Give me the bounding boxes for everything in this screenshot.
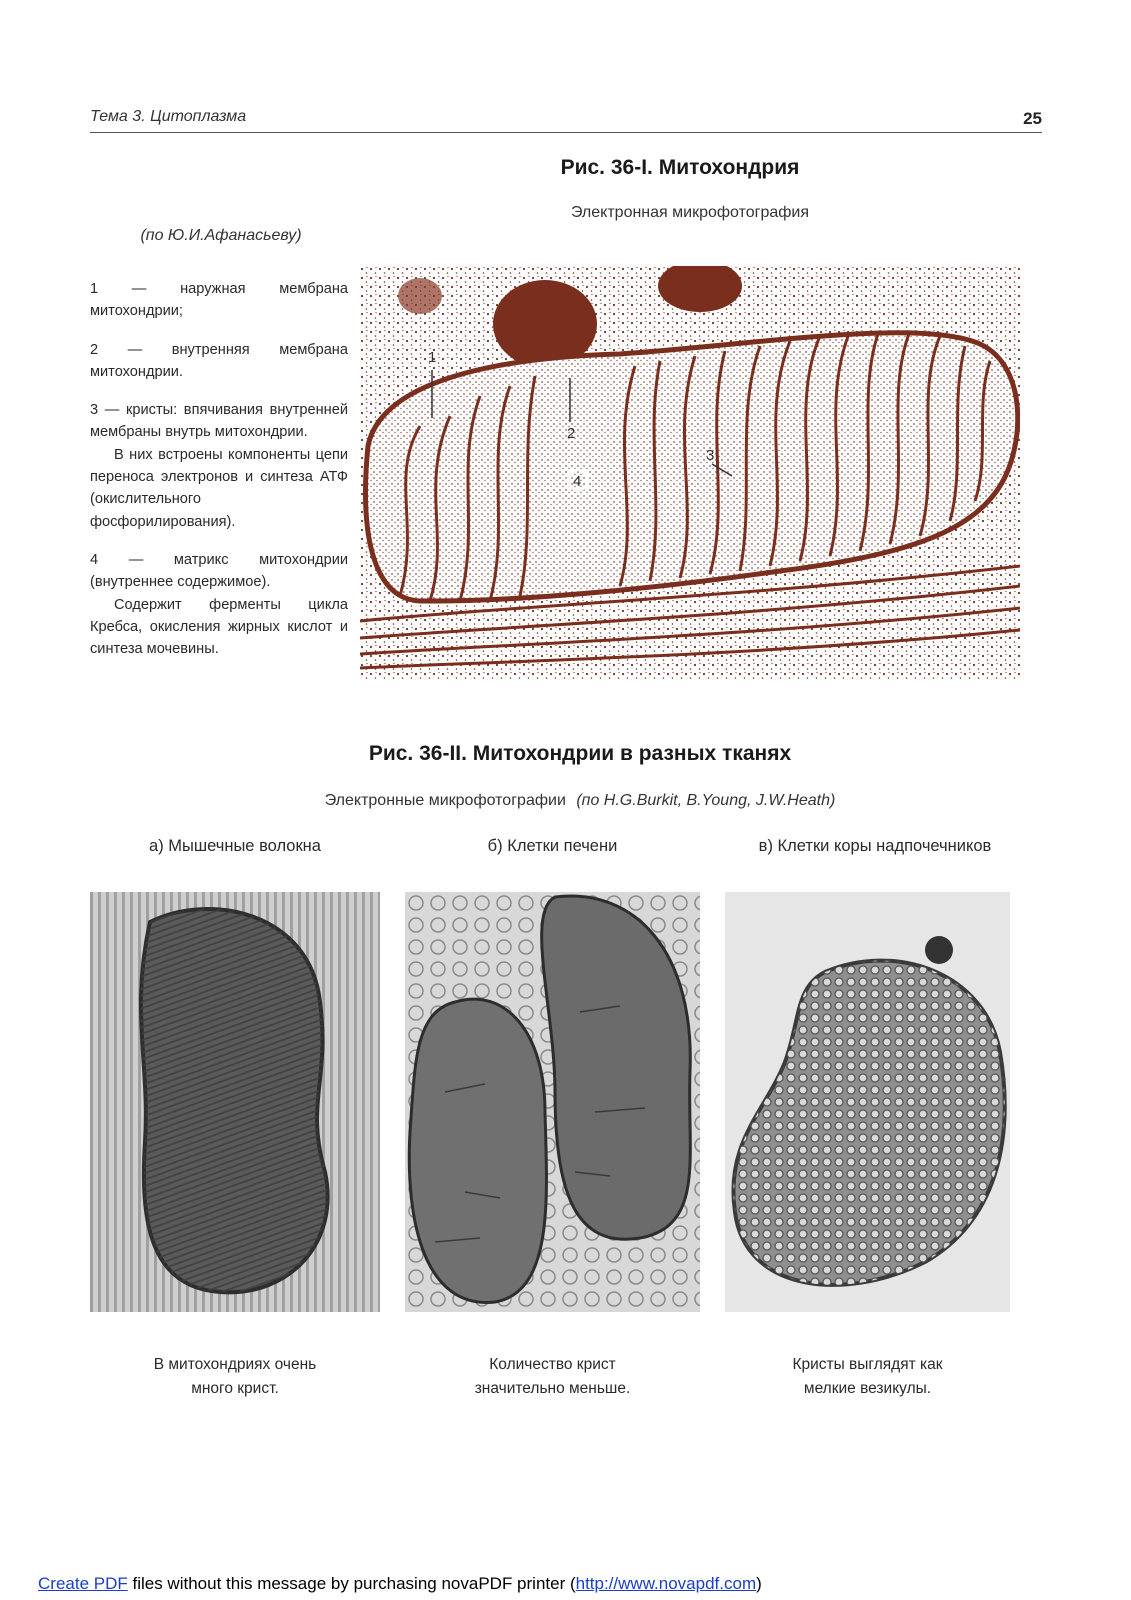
figure2-title: Рис. 36-II. Митохондрии в разных тканях [368, 742, 792, 765]
figure1-credit: (по Ю.И.Афанасьеву) [140, 227, 302, 244]
label-2: 2 [567, 425, 576, 442]
legend-item-3-detail: В них встроены компоненты цепи переноса электронов и синтеза АТФ (окислительного фосфорилирования). [90, 446, 348, 530]
panel-b-caption [405, 1353, 700, 1401]
label-1: 1 [428, 349, 437, 366]
page-number: 25 [1023, 109, 1042, 128]
legend-item-1: 1 — наружная мембрана митохондрии; [90, 281, 348, 320]
panel-c-label: в) Клетки коры надпочечников [758, 837, 992, 855]
panel-a-caption [90, 1353, 380, 1401]
panel-c-caption [725, 1353, 1010, 1401]
adrenal-drawing [725, 892, 1010, 1312]
micrograph-adrenal [725, 892, 1010, 1312]
panel-a-caption-line1: В митохондриях очень [153, 1356, 317, 1373]
legend-item-4-detail: Содержит ферменты цикла Кребса, окисления жирных кислот и синтеза мочевины. [90, 596, 348, 658]
figure2-credit: (по H.G.Burkit, B.Young, J.W.Heath) [576, 792, 836, 809]
pdf-footer [38, 1574, 762, 1594]
label-4: 4 [573, 473, 582, 490]
running-header [90, 108, 1042, 133]
footer-text: files without this message by purchasing novaPDF printer ( [127, 1574, 576, 1593]
panel-a-caption-line2: много крист. [191, 1380, 279, 1397]
panel-a-label: а) Мышечные волокна [149, 837, 321, 855]
legend-item-2: 2 — внутренняя мембрана митохондрии. [90, 341, 348, 380]
panel-c-caption-line1: Кристы выглядят как [792, 1356, 943, 1373]
label-3: 3 [706, 447, 715, 464]
mitochondrion-drawing [360, 266, 1020, 679]
micrograph-liver [405, 892, 700, 1312]
figure1-subtitle: Электронная микрофотография [570, 204, 810, 221]
muscle-drawing [90, 892, 380, 1312]
running-title: Тема 3. Цитоплазма [90, 108, 247, 125]
liver-drawing [405, 892, 700, 1312]
panel-c-caption-line2: мелкие везикулы. [803, 1380, 932, 1397]
panel-b-caption-line1: Количество крист [489, 1356, 616, 1373]
create-pdf-link[interactable]: Create PDF [38, 1574, 128, 1593]
figure1-legend [90, 278, 348, 676]
figure2-subtitle: Электронные микрофотографии [324, 792, 566, 809]
footer-text-end: ) [756, 1574, 762, 1593]
novapdf-link[interactable]: http://www.novapdf.com [575, 1574, 757, 1593]
figure2-subtitle-line [200, 792, 960, 810]
figure1-title: Рис. 36-I. Митохондрия [560, 156, 800, 179]
panel-b-label: б) Клетки печени [487, 837, 618, 855]
legend-item-4: 4 — матрикс митохондрии (внутреннее содержимое). [90, 551, 348, 591]
mitochondrion-micrograph [360, 266, 1020, 679]
panel-b-caption-line2: значительно меньше. [474, 1380, 631, 1397]
legend-item-3: 3 — кристы: впячивания внутренней мембраны внутрь митохондрии. [90, 402, 348, 441]
micrograph-muscle [90, 892, 380, 1312]
